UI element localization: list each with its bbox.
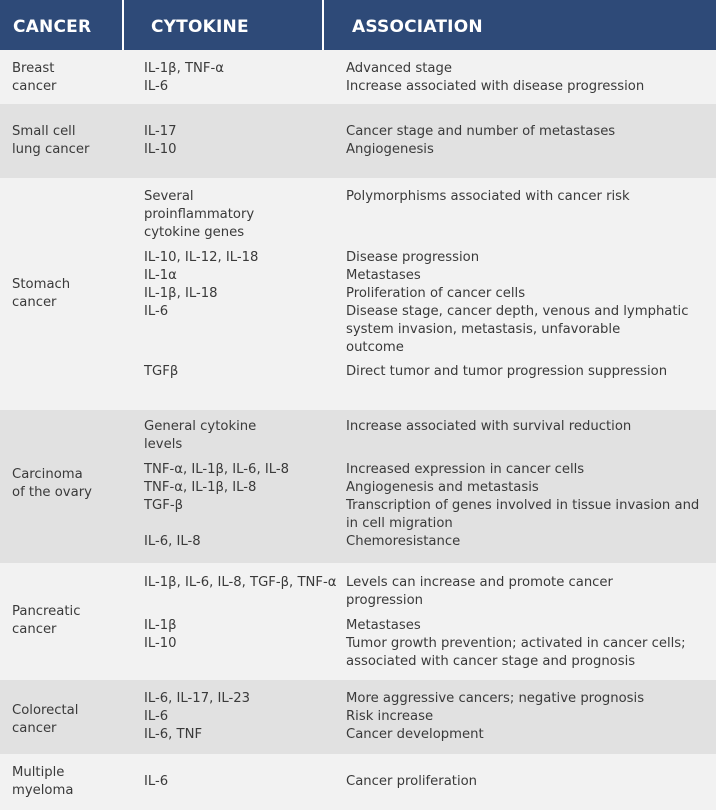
cytokine-text: levels — [144, 437, 183, 452]
cytokine-text: TNF-α, IL-1β, IL-8 — [144, 480, 257, 495]
cancer-cell — [12, 123, 124, 159]
association-text: Increased expression in cancer cells — [346, 462, 585, 477]
cytokine-cell — [144, 533, 334, 551]
association-text: Transcription of genes involved in tissue invasion and — [346, 498, 700, 513]
association-text: Levels can increase and promote cancer — [346, 575, 613, 590]
association-text: Proliferation of cancer cells — [346, 286, 526, 301]
cancer-text: Colorectal — [12, 703, 79, 718]
table-row — [0, 680, 716, 754]
cytokine-text: IL-6, TNF — [144, 727, 203, 742]
association-text: in cell migration — [346, 516, 453, 531]
cancer-text: cancer — [12, 721, 57, 736]
cytokine-cell — [144, 123, 334, 159]
association-cell — [346, 773, 706, 791]
association-text: progression — [346, 593, 424, 608]
association-text: Polymorphisms associated with cancer risk — [346, 189, 630, 204]
association-text: Metastases — [346, 618, 421, 633]
cancer-cell — [12, 60, 124, 96]
cytokine-text: IL-17 — [144, 124, 177, 139]
cancer-cell — [12, 603, 124, 639]
association-cell — [346, 418, 706, 436]
association-text: system invasion, metastasis, unfavorable — [346, 322, 621, 337]
association-text: Angiogenesis and metastasis — [346, 480, 539, 495]
cancer-text: cancer — [12, 79, 57, 94]
cytokine-cell — [144, 574, 337, 592]
cancer-text: cancer — [12, 622, 57, 637]
association-text: Risk increase — [346, 709, 434, 724]
table-row — [0, 178, 716, 410]
cytokine-cell — [144, 617, 334, 653]
cancer-text: myeloma — [12, 783, 74, 798]
cancer-text: of the ovary — [12, 485, 92, 500]
cytokine-text: IL-6 — [144, 304, 169, 319]
cytokine-cell — [144, 249, 334, 321]
association-text: Cancer development — [346, 727, 484, 742]
association-text: associated with cancer stage and prognosis — [346, 654, 636, 669]
cytokine-cell — [144, 418, 334, 454]
cancer-text: Multiple — [12, 765, 65, 780]
table-row — [0, 410, 716, 563]
cancer-cell — [12, 276, 124, 312]
cancer-cell — [12, 764, 124, 800]
cancer-text: cancer — [12, 295, 57, 310]
cancer-text: Small cell — [12, 124, 76, 139]
association-cell — [346, 249, 706, 357]
cancer-text: Breast — [12, 61, 55, 76]
cytokine-cell — [144, 690, 334, 744]
cancer-cell — [12, 702, 124, 738]
association-text: Increase associated with disease progression — [346, 79, 645, 94]
association-cell — [346, 461, 706, 551]
cytokine-text: IL-1β, IL-18 — [144, 286, 218, 301]
table-header — [0, 0, 716, 50]
cytokine-text: proinflammatory — [144, 207, 255, 222]
table-row — [0, 50, 716, 104]
association-text: Disease progression — [346, 250, 480, 265]
cytokine-text: IL-6 — [144, 79, 169, 94]
table-row — [0, 563, 716, 680]
cytokine-text: IL-6 — [144, 709, 169, 724]
association-cell — [346, 123, 706, 159]
table-row — [0, 104, 716, 178]
cytokine-text: General cytokine — [144, 419, 257, 434]
cytokine-cell — [144, 461, 334, 515]
cytokine-cell — [144, 773, 334, 791]
cytokine-text: TNF-α, IL-1β, IL-6, IL-8 — [144, 462, 289, 477]
association-cell — [346, 188, 706, 206]
cytokine-text: Several — [144, 189, 194, 204]
header-cancer: CANCER — [13, 17, 92, 37]
association-cell — [346, 363, 706, 381]
cytokine-text: IL-10 — [144, 142, 177, 157]
cancer-text: Pancreatic — [12, 604, 81, 619]
association-text: More aggressive cancers; negative prognosis — [346, 691, 645, 706]
cytokine-cell — [144, 363, 334, 381]
cytokine-cell — [144, 188, 334, 242]
cytokine-text: IL-10, IL-12, IL-18 — [144, 250, 259, 265]
table-row — [0, 754, 716, 810]
cytokine-cell — [144, 60, 334, 96]
association-cell — [346, 690, 706, 744]
cytokine-text: IL-6, IL-8 — [144, 534, 201, 549]
cytokine-text: IL-1β, IL-6, IL-8, TGF-β, TNF-α — [144, 575, 337, 590]
association-text: Advanced stage — [346, 61, 452, 76]
cytokine-text: IL-1β, TNF-α — [144, 61, 224, 76]
header-divider — [322, 0, 324, 50]
cancer-cell — [12, 466, 124, 502]
header-association: ASSOCIATION — [352, 17, 483, 37]
cancer-text: lung cancer — [12, 142, 90, 157]
association-text: Disease stage, cancer depth, venous and lymphatic — [346, 304, 689, 319]
cytokine-text: TGFβ — [144, 364, 179, 379]
cytokine-text: IL-6 — [144, 774, 169, 789]
cytokine-text: cytokine genes — [144, 225, 245, 240]
header-cytokine: CYTOKINE — [151, 17, 249, 37]
association-text: Cancer proliferation — [346, 774, 478, 789]
cytokine-text: IL-1β — [144, 618, 177, 633]
cancer-text: Carcinoma — [12, 467, 83, 482]
cancer-text: Stomach — [12, 277, 71, 292]
association-cell — [346, 574, 706, 610]
association-text: Metastases — [346, 268, 421, 283]
association-text: outcome — [346, 340, 404, 355]
association-text: Cancer stage and number of metastases — [346, 124, 616, 139]
association-text: Angiogenesis — [346, 142, 434, 157]
cytokine-text: IL-10 — [144, 636, 177, 651]
cytokine-text: IL-1α — [144, 268, 177, 283]
header-divider — [122, 0, 124, 50]
association-text: Direct tumor and tumor progression suppression — [346, 364, 668, 379]
association-text: Increase associated with survival reduction — [346, 419, 632, 434]
association-cell — [346, 617, 706, 671]
cytokine-text: IL-6, IL-17, IL-23 — [144, 691, 251, 706]
association-text: Chemoresistance — [346, 534, 461, 549]
association-text: Tumor growth prevention; activated in cancer cells; — [346, 636, 686, 651]
cytokine-text: TGF-β — [144, 498, 184, 513]
association-cell — [346, 60, 706, 96]
